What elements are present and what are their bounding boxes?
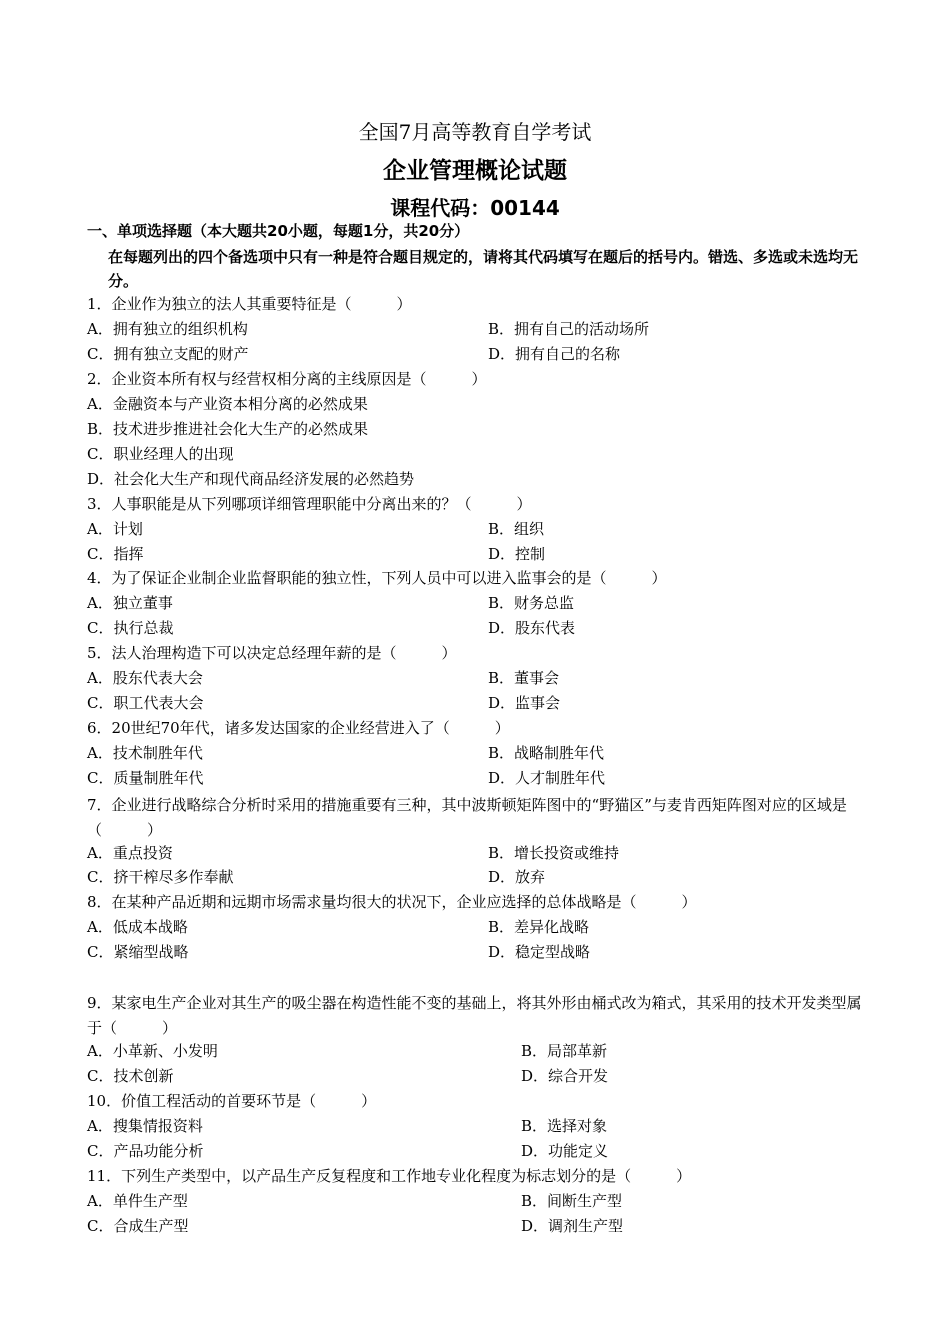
option: B．技术进步推进社会化大生产的必然成果	[87, 420, 369, 438]
option: D．监事会	[488, 694, 561, 712]
option: D．调剂生产型	[521, 1217, 624, 1235]
option: C．执行总裁	[87, 619, 174, 637]
option: D．社会化大生产和现代商品经济发展的必然趋势	[87, 470, 415, 488]
question-stem: 2．企业资本所有权与经营权相分离的主线原因是（ ）	[87, 370, 487, 388]
option: B．战略制胜年代	[488, 744, 605, 762]
option: C．职业经理人的出现	[87, 445, 234, 463]
option: C．紧缩型战略	[87, 943, 189, 961]
option: B．选择对象	[521, 1117, 608, 1135]
option: A．单件生产型	[87, 1192, 188, 1210]
option: B．增长投资或维持	[488, 844, 620, 862]
option: B．间断生产型	[521, 1192, 623, 1210]
option: D．稳定型战略	[488, 943, 591, 961]
option: A．金融资本与产业资本相分离的必然成果	[87, 395, 368, 413]
option: B．财务总监	[488, 594, 575, 612]
option: A．独立董事	[87, 594, 173, 612]
question-stem: 1．企业作为独立的法人其重要特征是（ ）	[87, 295, 412, 313]
option: B．局部革新	[521, 1042, 608, 1060]
option: A．低成本战略	[87, 918, 188, 936]
option: A．股东代表大会	[87, 669, 203, 687]
option: C．技术创新	[87, 1067, 174, 1085]
option: D．功能定义	[521, 1142, 609, 1160]
question-stem: 11．下列生产类型中，以产品生产反复程度和工作地专业化程度为标志划分的是（ ）	[87, 1167, 692, 1185]
option: B．拥有自己的活动场所	[488, 320, 650, 338]
option: C．合成生产型	[87, 1217, 189, 1235]
option: D．控制	[488, 545, 546, 563]
option: D．综合开发	[521, 1067, 609, 1085]
option: A．技术制胜年代	[87, 744, 203, 762]
question-stem: 9．某家电生产企业对其生产的吸尘器在构造性能不变的基础上，将其外形由桶式改为箱式，其采用的技术开发类型属于（ ）	[87, 994, 862, 1037]
option: D．人才制胜年代	[488, 769, 606, 787]
option: C．拥有独立支配的财产	[87, 345, 249, 363]
section-instruction: 在每题列出的四个备选项中只有一种是符合题目规定的，请将其代码填写在题后的括号内。错选、多选或未选均无分。	[108, 248, 859, 290]
option: B．组织	[488, 520, 545, 538]
option: A．重点投资	[87, 844, 173, 862]
option: A．小革新、小发明	[87, 1042, 218, 1060]
section-heading: 一、单项选择题（本大题共20小题，每题1分，共20分）	[87, 222, 470, 240]
question-stem: 4．为了保证企业制企业监督职能的独立性，下列人员中可以进入监事会的是（ ）	[87, 569, 667, 587]
question-stem: 10．价值工程活动的首要环节是（ ）	[87, 1092, 377, 1110]
option: C．职工代表大会	[87, 694, 204, 712]
option: B．差异化战略	[488, 918, 590, 936]
question-stem: 5．法人治理构造下可以决定总经理年薪的是（ ）	[87, 644, 457, 662]
option: A．拥有独立的组织机构	[87, 320, 248, 338]
exam-title: 全国7月高等教育自学考试	[358, 120, 592, 144]
option: C．指挥	[87, 545, 144, 563]
option: A．计划	[87, 520, 143, 538]
question-stem: 3．人事职能是从下列哪项详细管理职能中分离出来的？（ ）	[87, 495, 532, 513]
course-code: 课程代码：00144	[390, 196, 560, 220]
question-stem: 7．企业进行战略综合分析时采用的措施重要有三种，其中波斯顿矩阵图中的“野猫区”与麦肯西矩阵图对应的区域是（ ）	[87, 796, 847, 839]
option: D．放弃	[488, 868, 546, 886]
subject-title: 企业管理概论试题	[383, 158, 567, 184]
option: B．董事会	[488, 669, 560, 687]
option: C．质量制胜年代	[87, 769, 204, 787]
option: D．拥有自己的名称	[488, 345, 621, 363]
option: A．搜集情报资料	[87, 1117, 203, 1135]
question-stem: 6．20世纪70年代，诸多发达国家的企业经营进入了（ ）	[87, 719, 510, 737]
option: C．挤干榨尽多作奉献	[87, 868, 234, 886]
question-stem: 8．在某种产品近期和远期市场需求量均很大的状况下，企业应选择的总体战略是（ ）	[87, 893, 697, 911]
option: C．产品功能分析	[87, 1142, 204, 1160]
option: D．股东代表	[488, 619, 576, 637]
